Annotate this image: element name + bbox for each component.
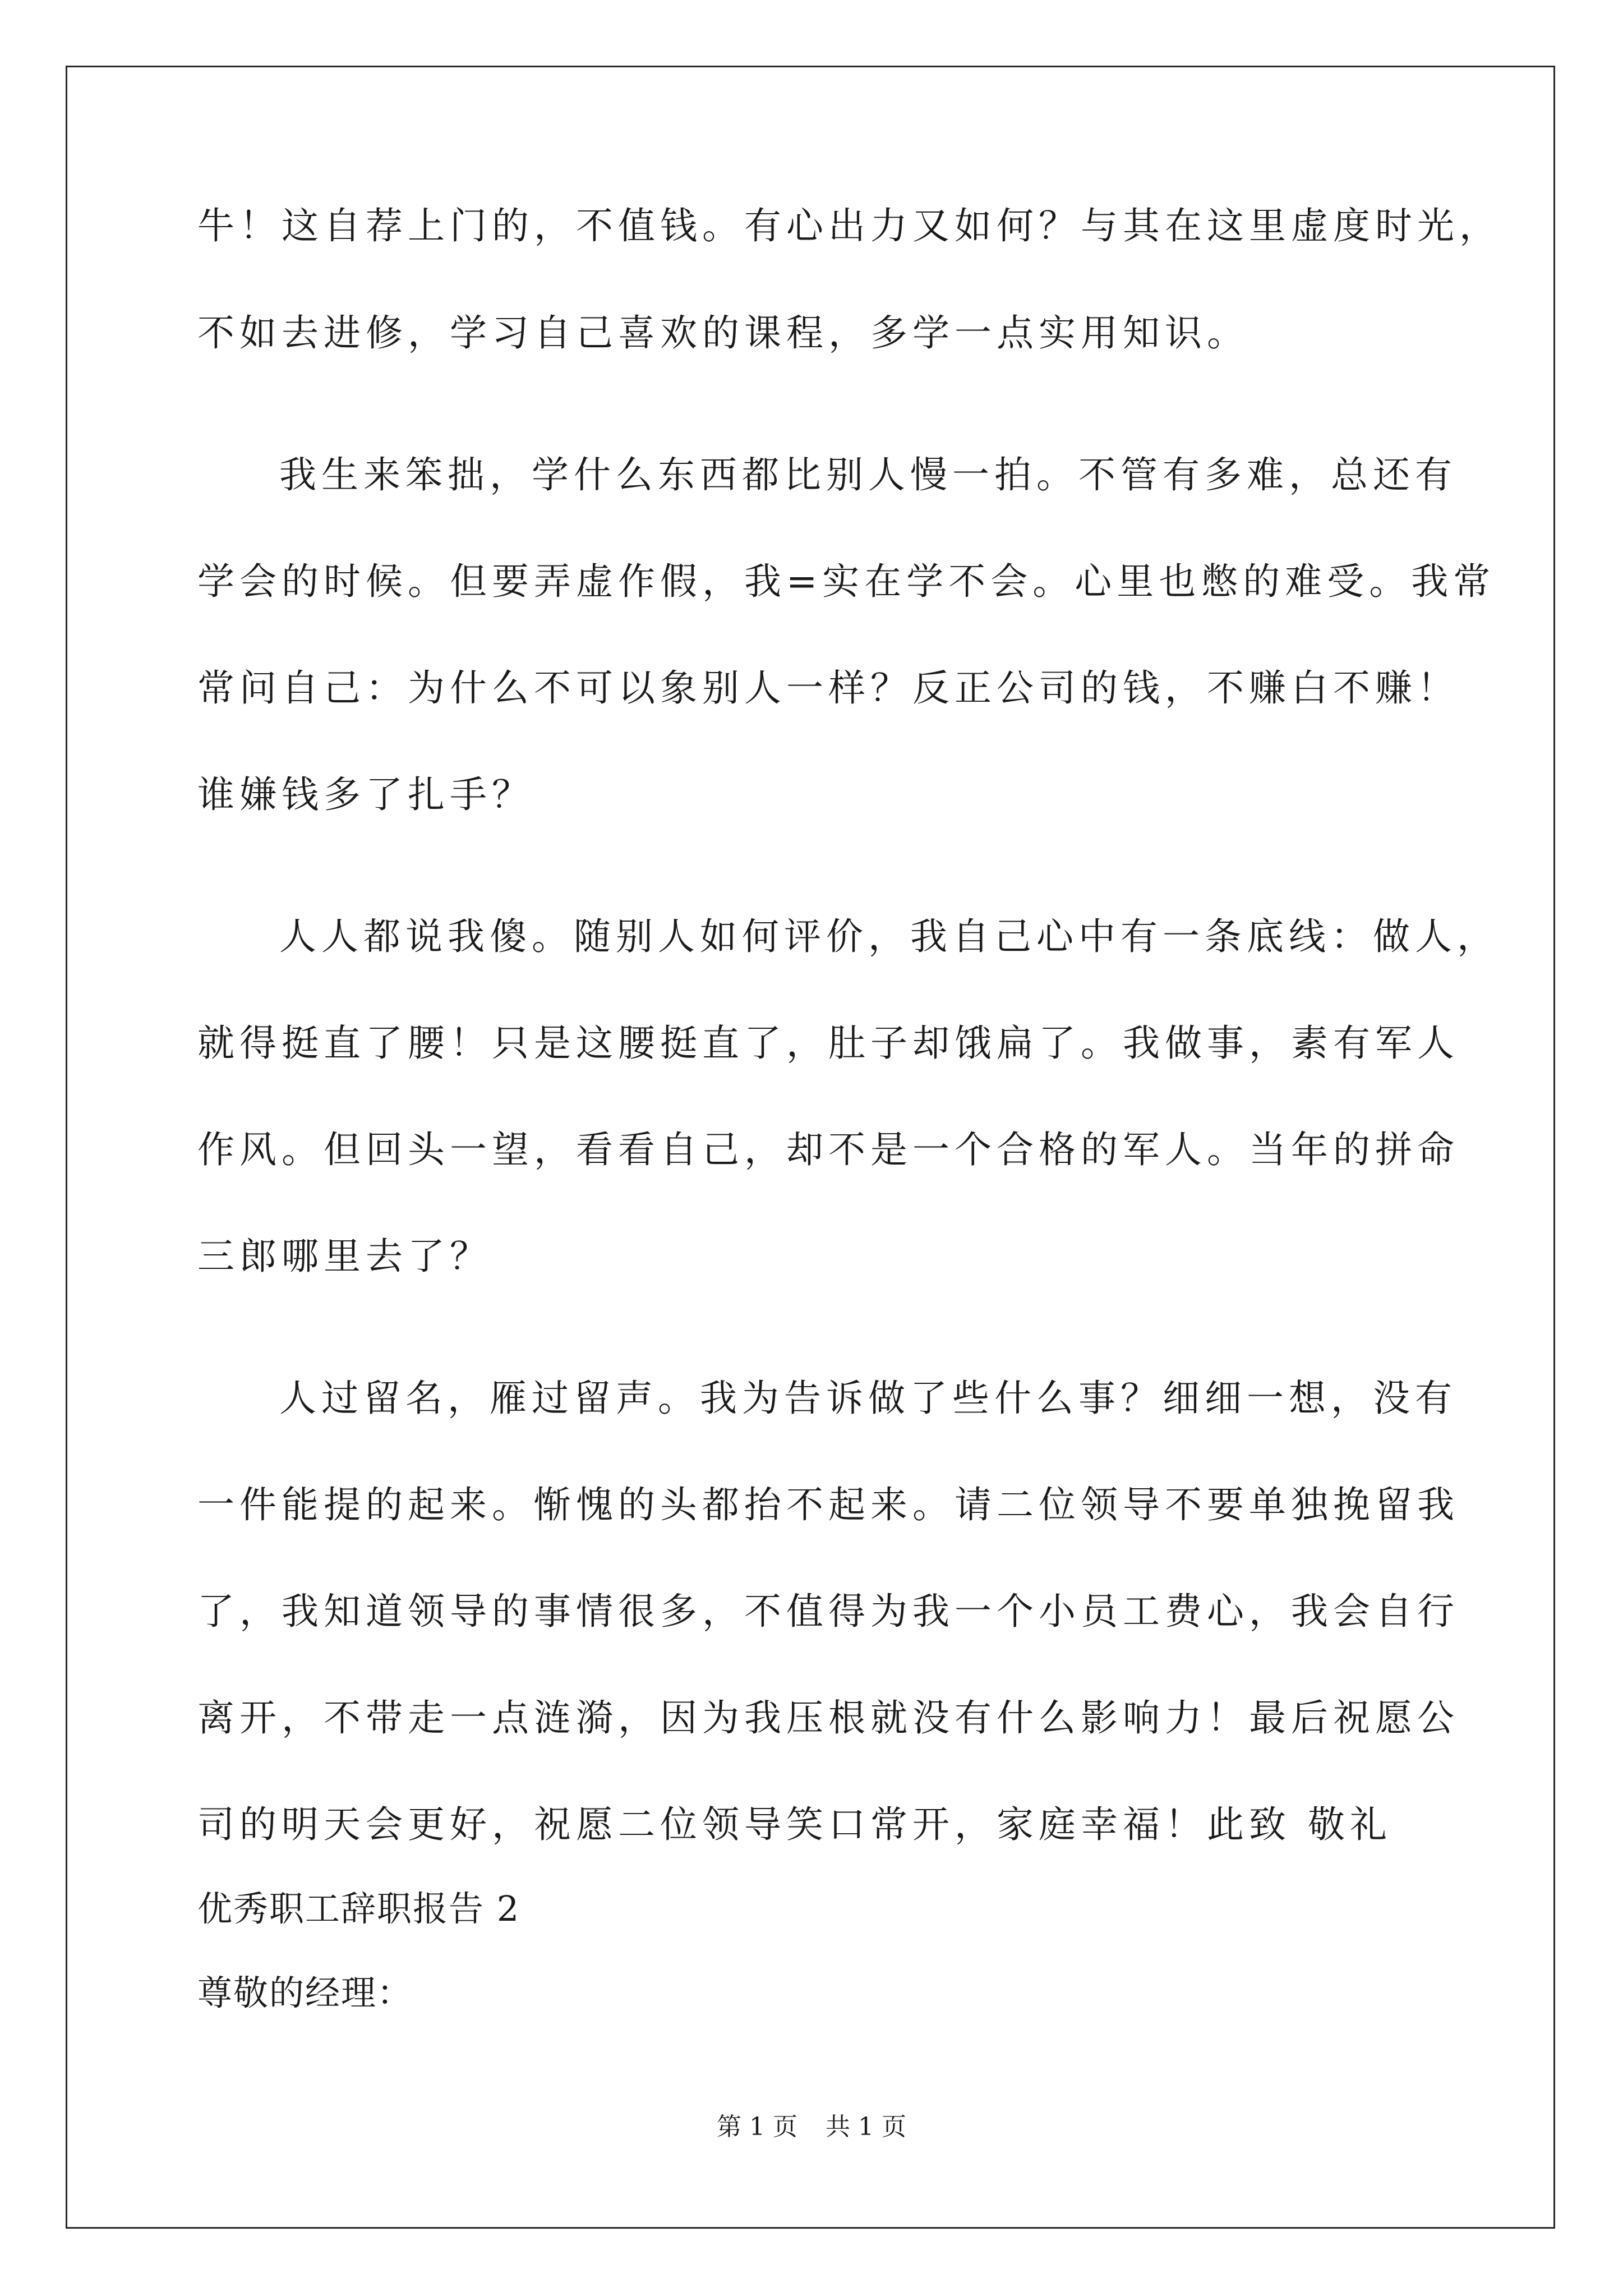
body-line: 常问自己：为什么不可以象别人一样？反正公司的钱，不赚白不赚！ xyxy=(197,666,1459,710)
body-line: 谁嫌钱多了扎手？ xyxy=(197,773,534,816)
document-body xyxy=(197,204,1501,2013)
paragraph-start-line: 人过留名，雁过留声。我为告诉做了些什么事？细细一想，没有 xyxy=(279,1377,1457,1420)
section-heading: 优秀职工辞职报告 2 xyxy=(197,1888,520,1929)
paragraph-start-line: 人人都说我傻。随别人如何评价，我自己心中有一条底线：做人， xyxy=(279,915,1499,958)
body-line: 学会的时候。但要弄虚作假，我=实在学不会。心里也憋的难受。我常 xyxy=(197,560,1496,603)
body-line: 司的明天会更好，祝愿二位领导笑口常开，家庭幸福！此致 敬礼 xyxy=(197,1803,1392,1846)
page-footer xyxy=(0,2115,1623,2139)
body-line: 作风。但回头一望，看看自己，却不是一个合格的军人。当年的拼命 xyxy=(197,1128,1459,1171)
body-line: 了，我知道领导的事情很多，不值得为我一个小员工费心，我会自行 xyxy=(197,1590,1459,1633)
body-line: 就得挺直了腰！只是这腰挺直了，肚子却饿扁了。我做事，素有军人 xyxy=(197,1022,1459,1065)
body-line: 一件能提的起来。惭愧的头都抬不起来。请二位领导不要单独挽留我 xyxy=(197,1483,1459,1526)
body-line: 离开，不带走一点涟漪，因为我压根就没有什么影响力！最后祝愿公 xyxy=(197,1696,1459,1740)
body-line: 牛！这自荐上门的，不值钱。有心出力又如何？与其在这里虚度时光， xyxy=(197,204,1501,247)
page-total: 共 1 页 xyxy=(826,2113,906,2141)
body-line: 三郎哪里去了？ xyxy=(197,1235,492,1278)
page-number: 第 1 页 xyxy=(717,2113,797,2141)
paragraph-start-line: 我生来笨拙，学什么东西都比别人慢一拍。不管有多难，总还有 xyxy=(279,453,1457,496)
body-line: 不如去进修，学习自己喜欢的课程，多学一点实用知识。 xyxy=(197,311,1249,355)
salutation: 尊敬的经理： xyxy=(197,1972,413,2013)
